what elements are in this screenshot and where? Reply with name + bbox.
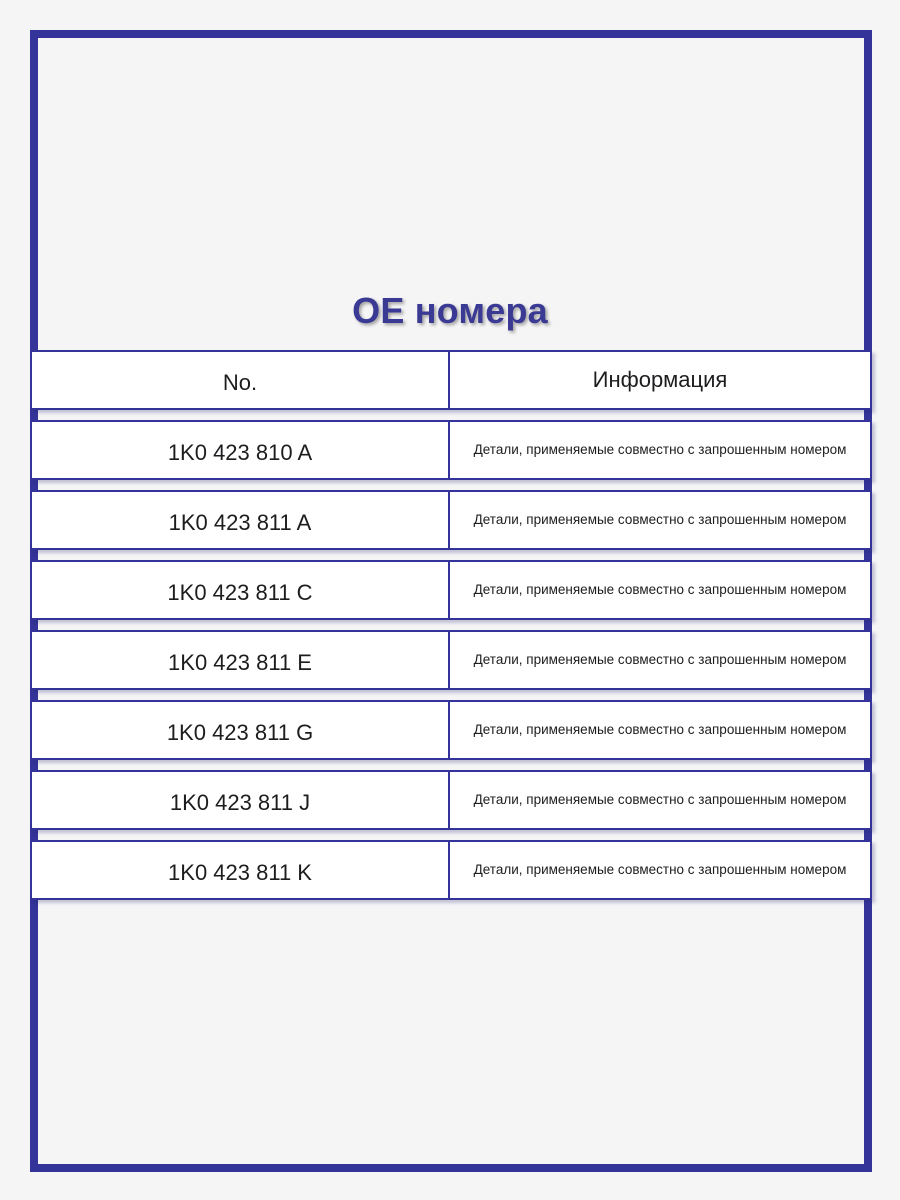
- oe-number-cell: 1K0 423 811 A: [32, 492, 450, 548]
- table-row: [30, 490, 872, 550]
- oe-number-cell: 1K0 423 811 J: [32, 772, 450, 828]
- table-row: [30, 420, 872, 480]
- column-header-info: Информация: [592, 367, 728, 392]
- table-row: [30, 630, 872, 690]
- info-cell: Детали, применяемые совместно с запрошенным номером: [473, 721, 847, 737]
- oe-number-cell: 1K0 423 810 A: [32, 422, 450, 478]
- oe-numbers-table: [30, 350, 872, 910]
- info-cell: Детали, применяемые совместно с запрошенным номером: [473, 861, 847, 877]
- column-header-no: No.: [32, 352, 450, 408]
- oe-number-cell: 1K0 423 811 K: [32, 842, 450, 898]
- info-cell: Детали, применяемые совместно с запрошенным номером: [473, 791, 847, 807]
- table-row: [30, 840, 872, 900]
- table-row: [30, 560, 872, 620]
- info-cell: Детали, применяемые совместно с запрошенным номером: [473, 441, 847, 457]
- info-cell: Детали, применяемые совместно с запрошенным номером: [473, 651, 847, 667]
- oe-number-cell: 1K0 423 811 E: [32, 632, 450, 688]
- oe-number-cell: 1K0 423 811 G: [32, 702, 450, 758]
- info-cell: Детали, применяемые совместно с запрошенным номером: [473, 581, 847, 597]
- table-row: [30, 770, 872, 830]
- table-header-row: [30, 350, 872, 410]
- table-row: [30, 700, 872, 760]
- oe-number-cell: 1K0 423 811 C: [32, 562, 450, 618]
- page-title: OE номера: [352, 290, 548, 331]
- info-cell: Детали, применяемые совместно с запрошенным номером: [473, 511, 847, 527]
